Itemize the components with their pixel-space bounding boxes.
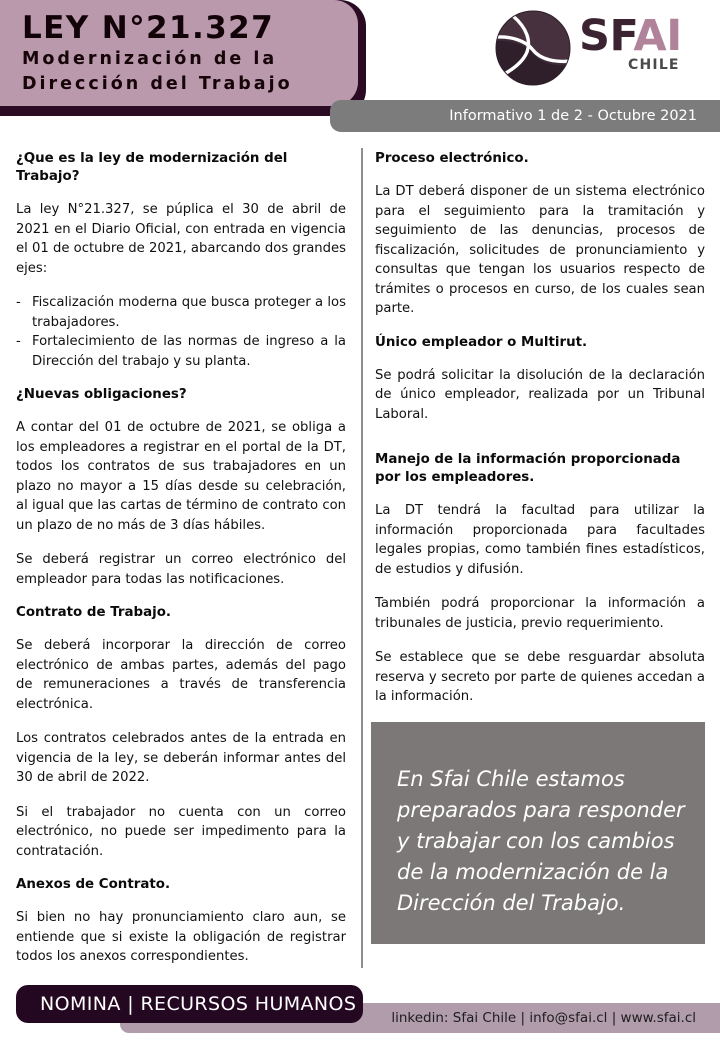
logo-brand-ai: AI [633, 11, 682, 61]
footer-department-label: NOMINA | RECURSOS HUMANOS [40, 993, 357, 1015]
logo-wordmark [579, 11, 682, 73]
left-column [16, 150, 346, 967]
column-divider [361, 148, 363, 968]
left-paragraph-3: Se deberá registrar un correo electrónico del empleador para todas las notificaciones. [16, 552, 346, 587]
footer-contact-text[interactable]: linkedin: Sfai Chile | info@sfai.cl | www.sfai.cl [391, 1010, 696, 1026]
bullet-dash-icon: - [16, 334, 21, 349]
right-paragraph-3: La DT tendrá la facultad para utilizar la información proporcionada para facultades legales propias, como también fines estadísticos, de estudios y difusión. [375, 503, 705, 577]
left-paragraph-4: Se deberá incorporar la dirección de correo electrónico de ambas partes, además del pago de remuneraciones a través de transferencia electrónica. [16, 638, 346, 712]
logo-brand-sf: SF [579, 11, 634, 61]
page-header [0, 0, 720, 135]
right-paragraph-2: Se podrá solicitar la disolución de la declaración de único empleador, realizada por un Tribunal Laboral. [375, 367, 705, 422]
right-heading-2: Único empleador o Multirut. [375, 334, 588, 350]
right-heading-1: Proceso electrónico. [375, 151, 529, 166]
left-paragraph-1: La ley N°21.327, se púplica el 30 de abril de 2021 en el Diario Oficial, con entrada en vigencia el 01 de octubre de 2021, abarcando dos grandes ejes: [16, 202, 346, 276]
bullet-label: Fiscalización moderna que busca proteger a los trabajadores. [32, 295, 346, 330]
sfai-sphere-icon [493, 8, 573, 88]
right-paragraph-5: Se establece que se debe resguardar absoluta reserva y secreto por parte de quienes accedan a la información. [375, 650, 705, 704]
left-heading-4: Anexos de Contrato. [16, 877, 171, 892]
logo-brand [579, 11, 682, 61]
left-paragraph-5: Los contratos celebrados antes de la entrada en vigencia de la ley, se deberán informar antes del 30 de abril de 2022. [16, 731, 346, 785]
logo-country: CHILE [628, 57, 680, 73]
page-subtitle-line-1: Modernización de la [22, 49, 278, 69]
bullet-label: Fortalecimiento de las normas de ingreso a la Dirección del trabajo y su planta. [32, 334, 346, 369]
section-gap [375, 439, 705, 451]
list-item [16, 293, 346, 332]
sfai-logo [493, 6, 718, 92]
right-paragraph-1: La DT deberá disponer de un sistema electrónico para el seguimiento para la tramitación y seguimiento de las denuncias, procesos de fiscalización, solicitudes de pronunciamiento y consultas que tengan los usuarios respecto de trámites o procesos en curso, de los cuales sean parte. [375, 184, 705, 316]
highlight-quote-box [371, 722, 705, 944]
left-bullet-list [16, 293, 346, 371]
left-paragraph-2: A contar del 01 de octubre de 2021, se obliga a los empleadores a registrar en el portal de la DT, todos los contratos de sus trabajadores en un plazo no mayor a 15 días desde su celebración, al igual que las cartas de término de contrato con un plazo de no más de 3 días hábiles. [16, 420, 346, 533]
left-heading-3: Contrato de Trabajo. [16, 605, 171, 620]
list-item [16, 332, 346, 371]
left-heading-1: ¿Que es la ley de modernización del Trabajo? [16, 151, 288, 184]
right-column [375, 150, 705, 707]
right-paragraph-4: También podrá proporcionar la información a tribunales de justicia, previo requerimiento. [375, 596, 705, 631]
issue-label: Informativo 1 de 2 - Octubre 2021 [449, 108, 697, 124]
page-title: LEY N°21.327 [22, 10, 275, 46]
issue-bar [330, 100, 720, 132]
page-subtitle-line-2: Dirección del Trabajo [22, 74, 293, 94]
bullet-dash-icon: - [16, 295, 21, 310]
footer-department-pill [16, 985, 363, 1023]
right-heading-3: Manejo de la información proporcionada por los empleadores. [375, 452, 681, 485]
left-heading-2: ¿Nuevas obligaciones? [16, 387, 187, 402]
left-paragraph-6: Si el trabajador no cuenta con un correo electrónico, no puede ser impedimento para la contratación. [16, 804, 346, 859]
title-block [0, 0, 358, 106]
left-paragraph-7: Si bien no hay pronunciamiento claro aun, se entiende que si existe la obligación de registrar todos los anexos correspondientes. [16, 910, 346, 964]
highlight-quote-text: En Sfai Chile estamos preparados para responder y trabajar con los cambios de la modernización de la Dirección del Trabajo. [397, 767, 685, 915]
